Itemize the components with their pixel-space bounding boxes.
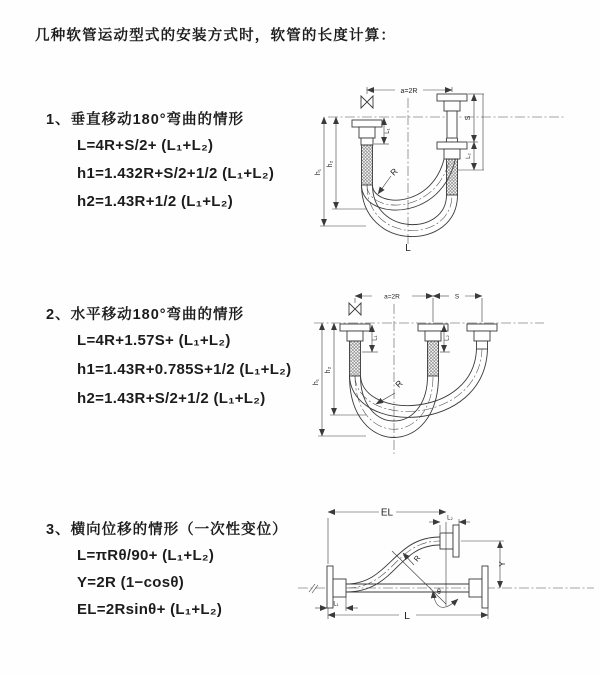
hose-curves xyxy=(362,138,458,237)
dim-label-y: Y xyxy=(498,561,507,567)
section-2-formula-h1: h1=1.43R+0.785S+1/2 (L₁+L₂) xyxy=(77,361,292,378)
dim-label-s: S xyxy=(454,293,460,301)
section-1-heading: 1、垂直移动180°弯曲的情形 xyxy=(46,112,245,128)
dim-label-a2r: a=2R xyxy=(384,293,400,301)
section-2-formula-L: L=4R+1.57S+ (L₁+L₂) xyxy=(77,332,231,349)
dim-label-l2: L₂ xyxy=(447,515,453,522)
section-3-formula-EL: EL=2Rsinθ+ (L₁+L₂) xyxy=(77,601,223,618)
page-title: 几种软管运动型式的安装方式时，软管的长度计算： xyxy=(35,28,397,44)
radius-label: R xyxy=(388,166,400,178)
dimension-lines xyxy=(315,512,504,619)
dim-label-l1: L₁ xyxy=(385,128,391,134)
dim-label-l1: L₁ xyxy=(372,335,379,341)
length-label: L xyxy=(404,610,410,622)
right-flange-fitting-moved xyxy=(467,324,497,349)
right-flange-fitting-moved xyxy=(437,94,467,138)
dim-label-h2: h₂ xyxy=(325,366,332,374)
diagram-lateral-displacement xyxy=(295,498,600,650)
left-flange-fitting xyxy=(352,120,382,185)
section-1-formula-L: L=4R+S/2+ (L₁+L₂) xyxy=(77,137,214,154)
section-3-heading: 3、横向位移的情形（一次性变位） xyxy=(46,522,288,538)
valve-icon xyxy=(361,96,373,108)
dim-label-el: EL xyxy=(380,507,394,519)
diagram-vertical-180-bend xyxy=(308,74,598,256)
dim-label-l2: L₂ xyxy=(444,335,451,341)
right-flange-fitting-original xyxy=(437,142,467,195)
length-label: L xyxy=(405,243,411,254)
dim-label-s: S xyxy=(465,115,472,121)
radius-label: R xyxy=(393,378,405,390)
radius-label: R xyxy=(411,553,423,564)
upper-flange-fitting-moved xyxy=(440,525,459,557)
section-1-formula-h2: h2=1.43R+1/2 (L₁+L₂) xyxy=(77,193,234,210)
angle-label: θ xyxy=(437,589,441,596)
right-flange-fitting-original xyxy=(469,566,488,608)
section-3-formula-Y: Y=2R (1−cosθ) xyxy=(77,574,185,591)
section-2-heading: 2、水平移动180°弯曲的情形 xyxy=(46,307,245,323)
diagram-horizontal-180-bend xyxy=(308,286,598,462)
dim-label-l1: L₁ xyxy=(333,601,339,608)
dimension-lines xyxy=(318,296,482,436)
section-1-formula-h1: h1=1.432R+S/2+1/2 (L₁+L₂) xyxy=(77,165,275,182)
hose-curves xyxy=(350,349,488,438)
dim-label-a2r: a=2R xyxy=(400,87,418,95)
dim-label-h2: h₂ xyxy=(327,160,334,168)
valve-icon xyxy=(349,303,361,315)
middle-flange-fitting xyxy=(418,324,448,376)
dim-label-l2: L₂ xyxy=(466,153,472,159)
dimension-labels xyxy=(333,507,507,622)
section-3-formula-L: L=πRθ/90+ (L₁+L₂) xyxy=(77,547,215,564)
dim-label-h1: h₁ xyxy=(315,168,322,176)
left-flange-fitting xyxy=(340,324,370,376)
section-2-formula-h2: h2=1.43R+S/2+1/2 (L₁+L₂) xyxy=(77,390,266,407)
dim-label-h1: h₁ xyxy=(313,378,320,386)
